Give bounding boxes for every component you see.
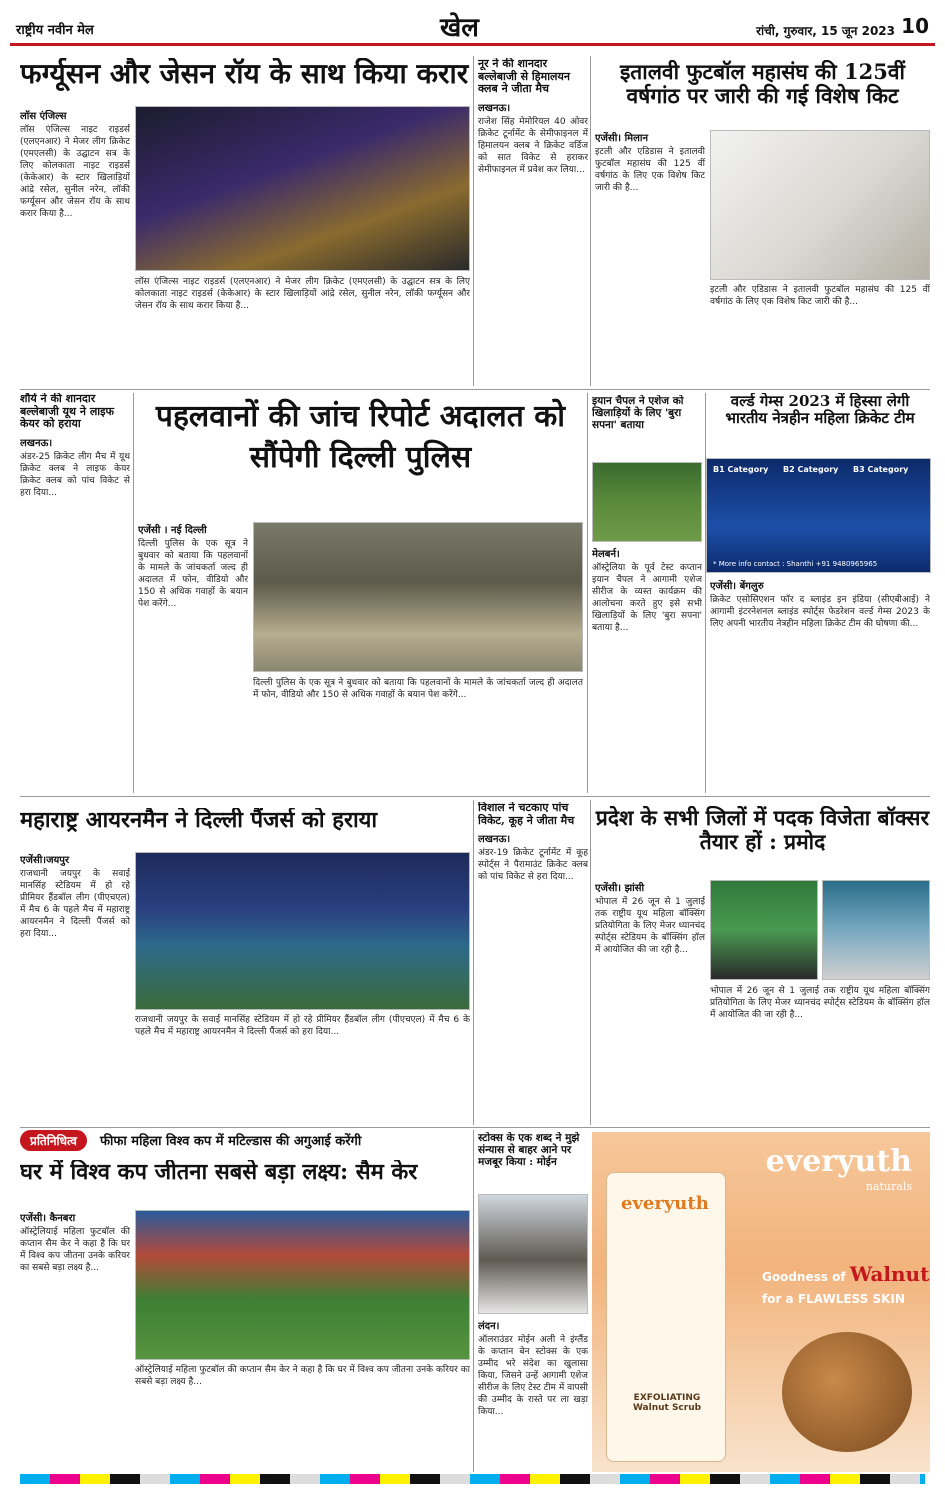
wrestlers-column-1 bbox=[138, 522, 248, 792]
kkr-body: लॉस एंजिल्स नाइट राइडर्स (एलएनआर) ने मेजर लीग क्रिकेट (एमएलसी) के उद्घाटन सत्र के लिए कोलकाता नाइट राइडर्स (केकेआर) के स्टार खिलाड़ियों आंद्रे रसेल, सुनील नरेन, लॉकी फर्ग्यूसन और जेसन रॉय के साथ करार किया है... bbox=[20, 125, 130, 219]
italy-headline: इतालवी फुटबॉल महासंघ की 125वीं वर्षगांठ पर जारी की गई विशेष किट bbox=[619, 60, 906, 109]
fifa-body-continued: ऑस्ट्रेलियाई महिला फुटबॉल की कप्तान सैम केर ने कहा है कि घर में विश्व कप जीतना उनके करियर का सबसे बड़ा लक्ष्य है... bbox=[135, 1365, 470, 1387]
wrestlers-headline: पहलवानों की जांच रिपोर्ट अदालत को सौंपेगी दिल्ली पुलिस bbox=[155, 399, 566, 475]
chappell-body: ऑस्ट्रेलिया के पूर्व टेस्ट कप्तान इयान चैपल ने आगामी एशेज सीरीज के व्यस्त कार्यक्रम की आलोचना करते हुए इसे सभी खिलाड़ियों के लिए 'बुरा सपना' बताया है... bbox=[592, 563, 702, 633]
handball-column-1 bbox=[20, 852, 130, 1124]
ad-tube-brand: everyuth bbox=[621, 1193, 709, 1214]
column-rule bbox=[473, 56, 474, 386]
wrestlers-body: दिल्ली पुलिस के एक सूत्र ने बुधवार को बताया कि पहलवानों के मामले के जांचकर्ता जल्द ही अदालत में फोन, वीडियो और 150 से अधिक गवाहों के बयान पेश करेंगे... bbox=[138, 539, 248, 609]
boxer-official-photo-1 bbox=[710, 880, 818, 980]
italy-kit-photo bbox=[710, 130, 930, 280]
section-title: खेल bbox=[440, 13, 479, 43]
italy-byline: एजेंसी। मिलान bbox=[595, 133, 649, 144]
wrestlers-police-photo bbox=[253, 522, 583, 672]
handball-photo bbox=[135, 852, 470, 1010]
chappell-byline: मेलबर्न। bbox=[592, 549, 620, 560]
handball-headline: महाराष्ट्र आयरनमैन ने दिल्ली पैंजर्स को हराया bbox=[20, 808, 378, 833]
fifa-headline-block bbox=[20, 1160, 470, 1206]
wrestlers-body-continued: दिल्ली पुलिस के एक सूत्र ने बुधवार को बताया कि पहलवानों के मामले के जांचकर्ता जल्द ही अदालत में फोन, वीडियो और 150 से अधिक गवाहों के बयान पेश करेंगे... bbox=[253, 678, 583, 700]
italy-headline-block bbox=[595, 60, 930, 126]
boxer-byline: एजेंसी। झांसी bbox=[595, 883, 645, 894]
chappell-headline: इयान चैपल ने एशेज को खिलाड़ियों के लिए 'बुरा सपना' बताया bbox=[592, 395, 684, 432]
world-games-graphic bbox=[706, 458, 931, 573]
column-rule bbox=[587, 393, 588, 793]
row-rule bbox=[20, 1127, 930, 1128]
kkr-continued bbox=[135, 276, 470, 386]
wrestlers-byline: एजेंसी । नई दिल्ली bbox=[138, 525, 207, 536]
noor-story bbox=[478, 58, 588, 386]
boxer-continued bbox=[710, 985, 930, 1124]
category-label-3: B3 Category bbox=[853, 465, 909, 474]
moeen-body: ऑलराउंडर मोईन अली ने इंग्लैंड के कप्तान बेन स्टोक्स के एक उम्मीद भरे संदेश का खुलासा किया, जिसने उन्हें आगामी एशेज सीरीज के लिए टेस्ट टीम में वापसी की उम्मीद के रास्ते पर ला खड़ा किया... bbox=[478, 1335, 588, 1417]
walnut-image bbox=[782, 1332, 912, 1452]
column-rule bbox=[133, 393, 134, 793]
masthead bbox=[10, 8, 935, 46]
ad-brand-sub: naturals bbox=[865, 1180, 912, 1193]
noor-byline: लखनऊ। bbox=[478, 102, 511, 114]
fifa-body: ऑस्ट्रेलियाई महिला फुटबॉल की कप्तान सैम केर ने कहा है कि घर में विश्व कप जीतना उनके करियर का सबसे बड़ा लक्ष्य है... bbox=[20, 1227, 130, 1273]
page-number: 10 bbox=[901, 14, 929, 38]
moeen-headline-block bbox=[478, 1132, 588, 1190]
fifa-kicker: फीफा महिला विश्व कप में मटिल्डास की अगुआई करेंगी bbox=[99, 1134, 362, 1149]
row-rule bbox=[20, 796, 930, 797]
wrestlers-headline-block bbox=[138, 397, 583, 517]
moeen-photo bbox=[478, 1194, 588, 1314]
fifa-continued bbox=[135, 1364, 470, 1472]
italy-column-1 bbox=[595, 130, 705, 386]
handball-body-continued: राजधानी जयपुर के सवाई मानसिंह स्टेडियम में हो रहे प्रीमियर हैंडबॉल लीग (पीएचएल) में मैच 6 के पहले मैच में महाराष्ट्र आयरनमैन ने दिल्ली पैंजर्स को हरा दिया... bbox=[135, 1015, 470, 1037]
chappell-body-block bbox=[592, 546, 702, 792]
kkr-photo bbox=[135, 106, 470, 271]
everyuth-advertisement bbox=[592, 1132, 930, 1472]
boxer-body: भोपाल में 26 जून से 1 जुलाई तक राष्ट्रीय यूथ महिला बॉक्सिंग प्रतियोगिता के लिए मेजर ध्यानचंद स्पोर्ट्स स्टेडियम के बॉक्सिंग हॉल में आयोजित की जा रही है... bbox=[595, 897, 705, 955]
ad-product-name: EXFOLIATING Walnut Scrub bbox=[632, 1393, 702, 1413]
world-games-body: क्रिकेट एसोसिएशन फॉर द ब्लाइंड इन इंडिया (सीएबीआई) ने आगामी इंटरनेशनल ब्लाइंड स्पोर्ट्स फेडरेशन वर्ल्ड गेम्स 2023 के लिए अपनी भारतीय नेत्रहीन महिला क्रिकेट टीम की घोषणा की... bbox=[710, 595, 930, 629]
boxer-body-continued: भोपाल में 26 जून से 1 जुलाई तक राष्ट्रीय यूथ महिला बॉक्सिंग प्रतियोगिता के लिए मेजर ध्यानचंद स्पोर्ट्स स्टेडियम के बॉक्सिंग हॉल में आयोजित की जा रही है... bbox=[710, 986, 930, 1020]
column-rule bbox=[590, 800, 591, 1125]
category-label-2: B2 Category bbox=[783, 465, 839, 474]
column-rule bbox=[590, 56, 591, 386]
moeen-headline: स्टोक्स के एक शब्द ने मुझे संन्यास से बाहर आने पर मजबूर किया : मोईन bbox=[478, 1132, 580, 1169]
moeen-byline: लंदन। bbox=[478, 1321, 500, 1332]
dateline: रांची, गुरुवार, 15 जून 2023 bbox=[756, 24, 895, 38]
handball-headline-block bbox=[20, 808, 470, 848]
world-games-byline: एजेंसी। बेंगलुरु bbox=[710, 581, 764, 592]
fifa-headline: घर में विश्व कप जीतना सबसे बड़ा लक्ष्य: सैम केर bbox=[20, 1160, 418, 1185]
kkr-headline-block bbox=[20, 58, 470, 102]
vishal-headline: विशाल ने चटकाए पांच विकेट, कूह ने जीता मैच bbox=[478, 802, 575, 827]
italy-body-continued: इटली और एडिडास ने इतालवी फुटबॉल महासंघ की 125 वीं वर्षगांठ के लिए एक विशेष किट जारी की है... bbox=[710, 285, 930, 307]
kkr-body-continued: लॉस एंजिल्स नाइट राइडर्स (एलएनआर) ने मेजर लीग क्रिकेट (एमएलसी) के उद्घाटन सत्र के लिए कोलकाता नाइट राइडर्स (केकेआर) के स्टार खिलाड़ियों आंद्रे रसेल, सुनील नरेन, लॉकी फर्ग्यूसन और जेसन रॉय के साथ करार किया है... bbox=[135, 277, 470, 311]
ad-product-tube bbox=[606, 1172, 726, 1462]
boxer-official-photo-2 bbox=[822, 880, 930, 980]
chappell-photo bbox=[592, 462, 702, 542]
vishal-story bbox=[478, 802, 588, 1124]
fifa-ribbon: प्रतिनिधित्व bbox=[20, 1130, 87, 1151]
kkr-headline: फर्ग्यूसन और जेसन रॉय के साथ किया करार bbox=[20, 58, 469, 90]
kkr-byline: लॉस एंजिल्स bbox=[20, 111, 67, 122]
chappell-headline-block bbox=[592, 395, 702, 459]
wrestlers-continued bbox=[253, 677, 583, 793]
ad-tagline-2: for a FLAWLESS SKIN bbox=[762, 1292, 905, 1306]
moeen-body-block bbox=[478, 1318, 588, 1472]
noor-body: राजेश सिंह मेमोरियल 40 ओवर क्रिकेट टूर्नामेंट के सेमीफाइनल में हिमालयन क्लब ने क्रिकेट वर्डिज को सात विकेट से हराकर सेमीफाइनल में प्रवेश कर लिया... bbox=[478, 116, 588, 175]
shaurya-body: अंडर-25 क्रिकेट लीग मैच में यूथ क्रिकेट क्लब ने लाइफ केयर क्रिकेट क्लब को पांच विकेट से हरा दिया... bbox=[20, 451, 130, 498]
handball-byline: एजेंसी।जयपुर bbox=[20, 855, 70, 866]
fifa-byline: एजेंसी। कैनबरा bbox=[20, 1213, 76, 1224]
boxer-headline: प्रदेश के सभी जिलों में पदक विजेता बॉक्सर तैयार हों : प्रमोद bbox=[595, 806, 930, 855]
world-games-headline-block bbox=[710, 393, 930, 453]
handball-body: राजधानी जयपुर के सवाई मानसिंह स्टेडियम में हो रहे प्रीमियर हैंडबॉल लीग (पीएचएल) में मैच 6 के पहले मैच में महाराष्ट्र आयरनमैन ने दिल्ली पैंजर्स को हरा दिया... bbox=[20, 869, 130, 939]
category-label-1: B1 Category bbox=[713, 465, 769, 474]
world-games-headline: वर्ल्ड गेम्स 2023 में हिस्सा लेगी भारतीय नेत्रहीन महिला क्रिकेट टीम bbox=[725, 393, 915, 428]
ad-tagline-accent: Walnut bbox=[849, 1262, 930, 1286]
column-rule bbox=[473, 1130, 474, 1472]
contact-note: * More info contact : Shanthi +91 9480965965 bbox=[713, 560, 878, 568]
ad-tagline-3: FLAWLESS SKIN bbox=[797, 1292, 905, 1306]
shaurya-headline: शौर्य ने की शानदार बल्लेबाजी यूथ ने लाइफ केयर को हराया bbox=[20, 393, 115, 431]
boxer-headline-block bbox=[595, 806, 930, 876]
masthead-logo: राष्ट्रीय नवीन मेल bbox=[16, 23, 94, 38]
handball-continued bbox=[135, 1014, 470, 1124]
shaurya-story bbox=[20, 393, 130, 793]
column-rule bbox=[705, 393, 706, 793]
row-rule bbox=[20, 389, 930, 390]
vishal-body: अंडर-19 क्रिकेट टूर्नामेंट में कूह स्पोर्ट्स ने पैरामाउंट क्रिकेट क्लब को पांच विकेट से हरा दिया... bbox=[478, 848, 588, 883]
print-registration-bar bbox=[20, 1474, 925, 1484]
vishal-byline: लखनऊ। bbox=[478, 834, 511, 846]
ad-brand: everyuth bbox=[765, 1144, 912, 1179]
shaurya-byline: लखनऊ। bbox=[20, 437, 53, 449]
noor-headline: नूर ने की शानदार बल्लेबाजी से हिमालयन क्लब ने जीता मैच bbox=[478, 58, 570, 96]
italy-body: इटली और एडिडास ने इतालवी फुटबॉल महासंघ की 125 वीं वर्षगांठ के लिए एक विशेष किट जारी की है... bbox=[595, 147, 705, 193]
fifa-photo bbox=[135, 1210, 470, 1360]
boxer-column-1 bbox=[595, 880, 705, 1124]
world-games-body-block bbox=[710, 578, 930, 792]
italy-continued bbox=[710, 284, 930, 386]
ad-tagline-1: Goodness of Walnut bbox=[762, 1262, 930, 1286]
kkr-column-1 bbox=[20, 108, 130, 386]
fifa-kicker-bar bbox=[20, 1130, 470, 1158]
fifa-column-1 bbox=[20, 1210, 130, 1472]
column-rule bbox=[473, 800, 474, 1125]
